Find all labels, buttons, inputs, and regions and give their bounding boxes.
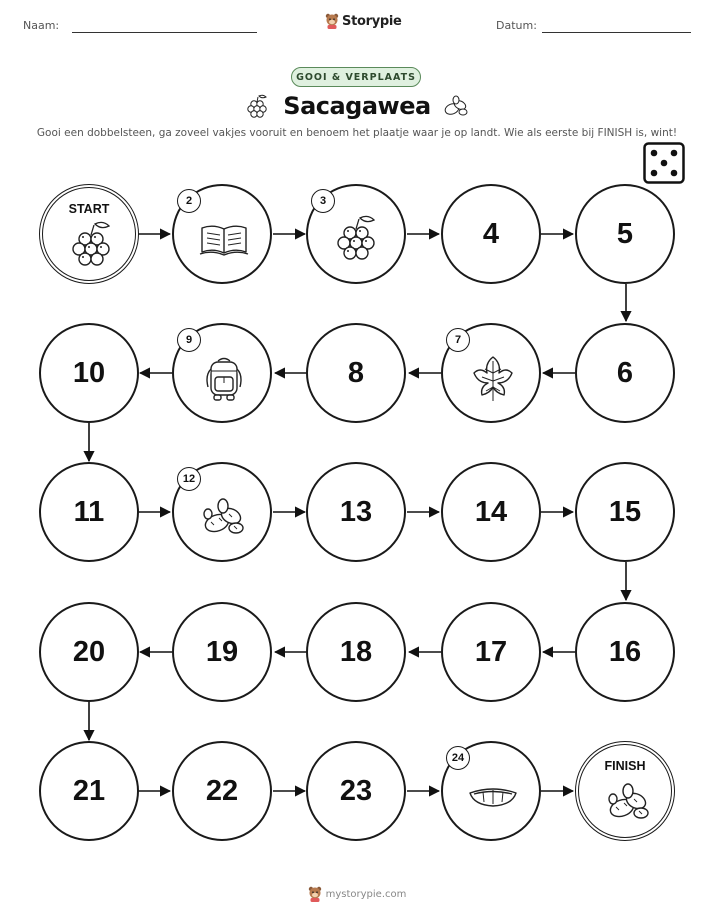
- board-space-start[interactable]: [39, 184, 139, 284]
- board-space-11[interactable]: [39, 462, 139, 562]
- space-number: 22: [205, 774, 239, 807]
- board-space-7[interactable]: [441, 323, 541, 423]
- space-number: 20: [72, 635, 106, 668]
- space-number: 15: [608, 495, 642, 528]
- space-number-badge: 2: [177, 189, 201, 213]
- space-number-badge: 9: [177, 328, 201, 352]
- space-number: 21: [72, 774, 106, 807]
- space-number: 14: [474, 495, 508, 528]
- space-number: 4: [482, 217, 500, 250]
- board-space-20[interactable]: [39, 602, 139, 702]
- board-space-14[interactable]: [441, 462, 541, 562]
- space-number: 10: [72, 356, 106, 389]
- board-space-18[interactable]: [306, 602, 406, 702]
- space-number-badge: 24: [446, 746, 470, 770]
- space-number: 5: [616, 217, 634, 250]
- footer: [0, 886, 714, 902]
- finish-label: FINISH: [604, 759, 646, 773]
- name-label: Naam:: [23, 19, 60, 32]
- start-label: START: [68, 202, 110, 216]
- board-space-17[interactable]: [441, 602, 541, 702]
- board-space-10[interactable]: [39, 323, 139, 423]
- board-space-6[interactable]: [575, 323, 675, 423]
- board-space-21[interactable]: [39, 741, 139, 841]
- space-number-badge: 3: [311, 189, 335, 213]
- book-icon: [199, 214, 249, 264]
- space-number: 23: [339, 774, 373, 807]
- backpack-icon: [199, 353, 249, 403]
- space-number: 11: [73, 495, 105, 528]
- berries-icon: [333, 214, 383, 264]
- berries-icon: [68, 220, 118, 270]
- footer-url[interactable]: mystorypie.com: [325, 888, 407, 900]
- board-space-finish[interactable]: [575, 741, 675, 841]
- board-space-22[interactable]: [172, 741, 272, 841]
- board-space-12[interactable]: [172, 462, 272, 562]
- board-space-13[interactable]: [306, 462, 406, 562]
- space-number: 17: [474, 635, 508, 668]
- ginger-root-icon: [199, 492, 249, 542]
- activity-badge: GOOI & VERPLAATS: [291, 67, 421, 87]
- instructions: Gooi een dobbelsteen, ga zoveel vakjes vooruit en benoem het plaatje waar je op landt. Wie als eerste bij FINISH is, wint!: [36, 127, 678, 139]
- page-title: Sacagawea: [283, 92, 431, 120]
- space-number: 13: [339, 495, 373, 528]
- space-number: 18: [339, 635, 373, 668]
- space-number-badge: 12: [177, 467, 201, 491]
- ginger-root-icon: [604, 777, 654, 827]
- board-space-5[interactable]: [575, 184, 675, 284]
- board-space-2[interactable]: [172, 184, 272, 284]
- board-space-4[interactable]: [441, 184, 541, 284]
- board-space-24[interactable]: [441, 741, 541, 841]
- board-space-8[interactable]: [306, 323, 406, 423]
- board-space-23[interactable]: [306, 741, 406, 841]
- space-number: 6: [616, 356, 634, 389]
- date-label: Datum:: [496, 19, 537, 32]
- board-space-19[interactable]: [172, 602, 272, 702]
- space-number-badge: 7: [446, 328, 470, 352]
- space-number: 16: [608, 635, 642, 668]
- board-space-16[interactable]: [575, 602, 675, 702]
- canoe-icon: [468, 771, 518, 821]
- space-number: 19: [205, 635, 239, 668]
- leaf-icon: [468, 353, 518, 403]
- board-space-9[interactable]: [172, 323, 272, 423]
- space-number: 8: [347, 356, 365, 389]
- board-space-3[interactable]: [306, 184, 406, 284]
- bear-mascot-icon: [308, 886, 322, 902]
- board-space-15[interactable]: [575, 462, 675, 562]
- brand-name: Storypie: [342, 13, 402, 29]
